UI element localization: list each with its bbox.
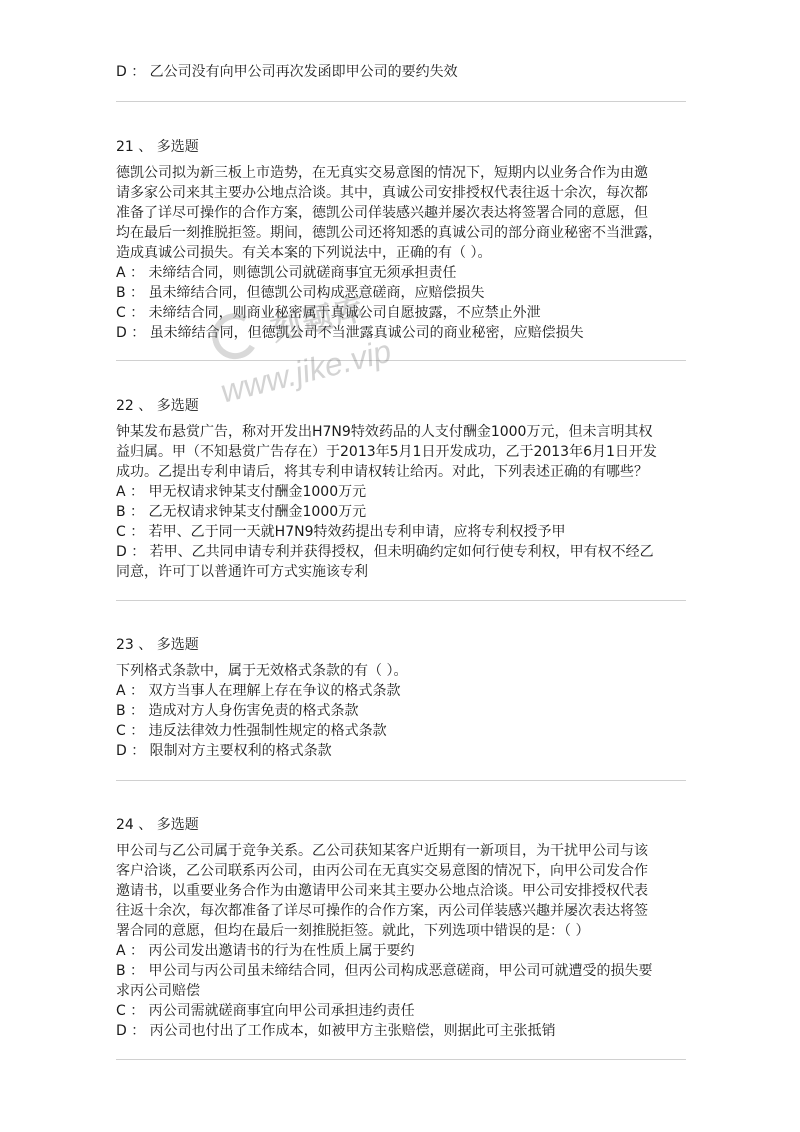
watermark-url: www.jike.vip (216, 332, 395, 410)
question-stem-line: 往返十余次，每次都准备了详尽可操作的合作方案，丙公司佯装感兴趣并屡次表达将签 (116, 903, 648, 919)
question-stem-line: 造成真诚公司损失。有关本案的下列说法中，正确的有（ ）。 (116, 245, 492, 261)
question-header: 23 、 多选题 (116, 637, 199, 653)
divider (116, 101, 686, 102)
option-b: B ： 乙无权请求钟某支付酬金1000万元 (116, 504, 367, 520)
question-stem-line: 邀请书，以重要业务合作为由邀请甲公司来其主要办公地点洽谈。甲公司安排授权代表 (116, 883, 648, 899)
option-c: C ： 未缔结合同，则商业秘密属于真诚公司自愿披露，不应禁止外泄 (116, 305, 541, 321)
question-stem-line: 客户洽谈，乙公司联系丙公司，由丙公司在无真实交易意图的情况下，向甲公司发合作 (116, 863, 648, 879)
question-stem-line: 成功。乙提出专利申请后，将其专利申请权转让给丙。对此，下列表述正确的有哪些？ (116, 464, 648, 480)
previous-question-tail (116, 62, 686, 82)
option-b-continued: 求丙公司赔偿 (116, 983, 200, 999)
question-22 (116, 396, 686, 582)
option-d: D ： 限制对方主要权利的格式条款 (116, 743, 332, 759)
option-b: B ： 造成对方人身伤害免责的格式条款 (116, 703, 359, 719)
watermark-brand: 刻题库 (267, 291, 370, 349)
question-stem-line: 德凯公司拟为新三板上市造势，在无真实交易意图的情况下，短期内以业务合作为由邀 (116, 165, 648, 181)
divider (116, 360, 686, 361)
question-stem-line: 下列格式条款中，属于无效格式条款的有（ ）。 (116, 663, 408, 679)
question-header: 24 、 多选题 (116, 817, 199, 833)
option-a: A ： 丙公司发出邀请书的行为在性质上属于要约 (116, 943, 415, 959)
divider (116, 600, 686, 601)
divider (116, 780, 686, 781)
option-a: A ： 甲无权请求钟某支付酬金1000万元 (116, 484, 367, 500)
question-24 (116, 815, 686, 1041)
question-stem-line: 益归属。甲（不知悬赏广告存在）于2013年5月1日开发成功，乙于2013年6月1日开发 (116, 444, 657, 460)
question-stem-line: 准备了详尽可操作的合作方案，德凯公司佯装感兴趣并屡次表达将签署合同的意愿，但 (116, 205, 648, 221)
question-stem-line: 均在最后一刻推脱拒签。期间，德凯公司还将知悉的真诚公司的部分商业秘密不当泄露， (116, 225, 662, 241)
question-stem-line: 请多家公司来其主要办公地点洽谈。其中，真诚公司安排授权代表往返十余次，每次都 (116, 185, 648, 201)
divider (116, 1059, 686, 1060)
question-stem-line: 署合同的意愿，但均在最后一刻推脱拒签。就此，下列选项中错误的是：（ ） (116, 923, 590, 939)
option-c: C ： 丙公司需就磋商事宜向甲公司承担违约责任 (116, 1003, 415, 1019)
option-c: C ： 若甲、乙于同一天就H7N9特效药提出专利申请，应将专利权授予甲 (116, 524, 566, 540)
question-23 (116, 635, 686, 761)
option-a: A ： 未缔结合同，则德凯公司就磋商事宜无须承担责任 (116, 265, 457, 281)
question-stem-line: 甲公司与乙公司属于竞争关系。乙公司获知某客户近期有一新项目，为干扰甲公司与该 (116, 843, 648, 859)
question-21 (116, 137, 686, 343)
option-d: D ： 丙公司也付出了工作成本，如被甲方主张赔偿，则据此可主张抵销 (116, 1023, 556, 1039)
option-a: A ： 双方当事人在理解上存在争议的格式条款 (116, 683, 401, 699)
option-d: D ： 若甲、乙共同申请专利并获得授权，但未明确约定如何行使专利权，甲有权不经乙 (116, 544, 654, 560)
question-stem-line: 钟某发布悬赏广告，称对开发出H7N9特效药品的人支付酬金1000万元，但未言明其权 (116, 424, 653, 440)
question-header: 21 、 多选题 (116, 139, 199, 155)
option-b: B ： 虽未缔结合同，但德凯公司构成恶意磋商，应赔偿损失 (116, 285, 485, 301)
question-header: 22 、 多选题 (116, 398, 199, 414)
option-c: C ： 违反法律效力性强制性规定的格式条款 (116, 723, 387, 739)
option-d-continued: 同意，许可丁以普通许可方式实施该专利 (116, 564, 368, 580)
option-d: D ： 乙公司没有向甲公司再次发函即甲公司的要约失效 (116, 64, 458, 80)
option-d: D ： 虽未缔结合同，但德凯公司不当泄露真诚公司的商业秘密，应赔偿损失 (116, 325, 584, 341)
option-b: B ： 甲公司与丙公司虽未缔结合同，但丙公司构成恶意磋商，甲公司可就遭受的损失要 (116, 963, 653, 979)
